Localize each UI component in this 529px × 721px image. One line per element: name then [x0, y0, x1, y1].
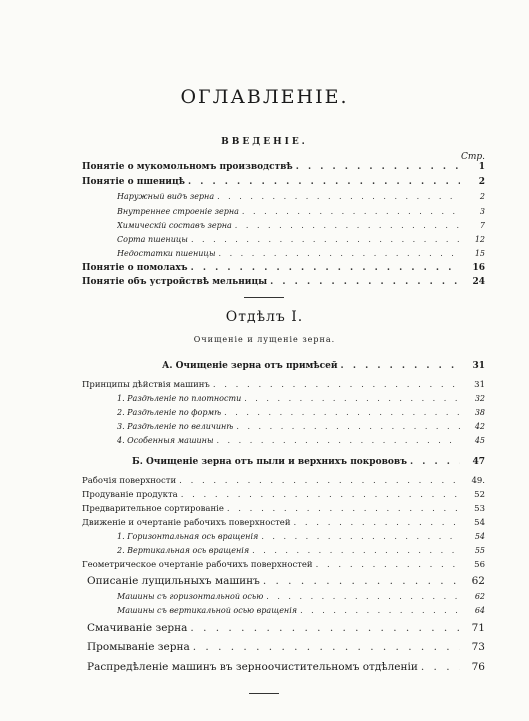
toc-entry[interactable]: Машины съ вертикальной осью вращенія . . . 64	[117, 606, 485, 615]
toc-entry[interactable]: 1. Горизонтальная ось вращенія . . . 54	[117, 532, 485, 541]
toc-entry[interactable]: 2. Раздѣленіе по формѣ . . . 38	[117, 408, 485, 417]
toc-entry[interactable]: Понятіе о пшеницѣ . . . 2	[82, 177, 485, 187]
toc-entry[interactable]: Распредѣленіе машинъ въ зерноочистительномъ отдѣленіи . . . 76	[87, 661, 485, 673]
toc-entry[interactable]: Понятіе объ устройствѣ мельницы . . . 24	[82, 277, 485, 287]
toc-entry[interactable]: Сорта пшеницы . . . 12	[117, 235, 485, 244]
toc-entry[interactable]: Промываніе зерна . . . 73	[87, 641, 485, 653]
section-divider	[244, 297, 284, 298]
toc-entry[interactable]: Описаніе лущильныхъ машинъ . . . 62	[87, 575, 485, 587]
toc-entry[interactable]: Принципы дѣйствія машинъ . . . 31	[82, 380, 485, 390]
toc-entry[interactable]: А. Очищеніе зерна отъ примѣсей . . . 31	[162, 361, 485, 371]
toc-entry[interactable]: Предварительное сортированіе . . . 53	[82, 504, 485, 514]
toc-entry[interactable]: Движеніе и очертаніе рабочихъ поверхностей . . . 54	[82, 518, 485, 528]
end-divider	[249, 693, 279, 694]
page-title: ОГЛАВЛЕНІЕ.	[180, 86, 349, 108]
part-subheading: Очищеніе и лущеніе зерна.	[193, 335, 336, 344]
toc-entry[interactable]: Машины съ горизонтальной осью . . . 62	[117, 592, 485, 601]
part-heading: Отдѣлъ I.	[225, 309, 304, 325]
toc-entry[interactable]: Продуваніе продукта . . . 52	[82, 490, 485, 500]
toc-entry[interactable]: 3. Раздѣленіе по величинѣ . . . 42	[117, 422, 485, 431]
toc-entry[interactable]: Химическій составъ зерна . . . 7	[117, 221, 485, 230]
toc-entry[interactable]: Внутреннее строеніе зерна . . . 3	[117, 207, 485, 216]
toc-entry[interactable]: Наружный видъ зерна . . . 2	[117, 192, 485, 201]
toc-entry[interactable]: Понятіе о помолахъ . . . 16	[82, 263, 485, 273]
page-column-header: Стр.	[460, 152, 485, 162]
intro-heading: ВВЕДЕНІЕ.	[221, 137, 308, 147]
toc-entry[interactable]: 4. Особенныя машины . . . 45	[117, 436, 485, 445]
toc-entry[interactable]: 2. Вертикальная ось вращенія . . . 55	[117, 546, 485, 555]
toc-entry[interactable]: Смачиваніе зерна . . . 71	[87, 622, 485, 634]
toc-entry[interactable]: Геометрическое очертаніе рабочихъ поверхностей . . . 56	[82, 560, 485, 570]
toc-entry[interactable]: Б. Очищеніе зерна отъ пыли и верхнихъ покрововъ . . . 47	[132, 457, 485, 467]
toc-entry[interactable]: 1. Раздѣленіе по плотности . . . 32	[117, 394, 485, 403]
toc-entry[interactable]: Понятіе о мукомольномъ производствѣ . . . 1	[82, 162, 485, 172]
toc-entry[interactable]: Рабочія поверхности . . . 49.	[82, 476, 485, 486]
toc-entry[interactable]: Недостатки пшеницы . . . 15	[117, 249, 485, 258]
